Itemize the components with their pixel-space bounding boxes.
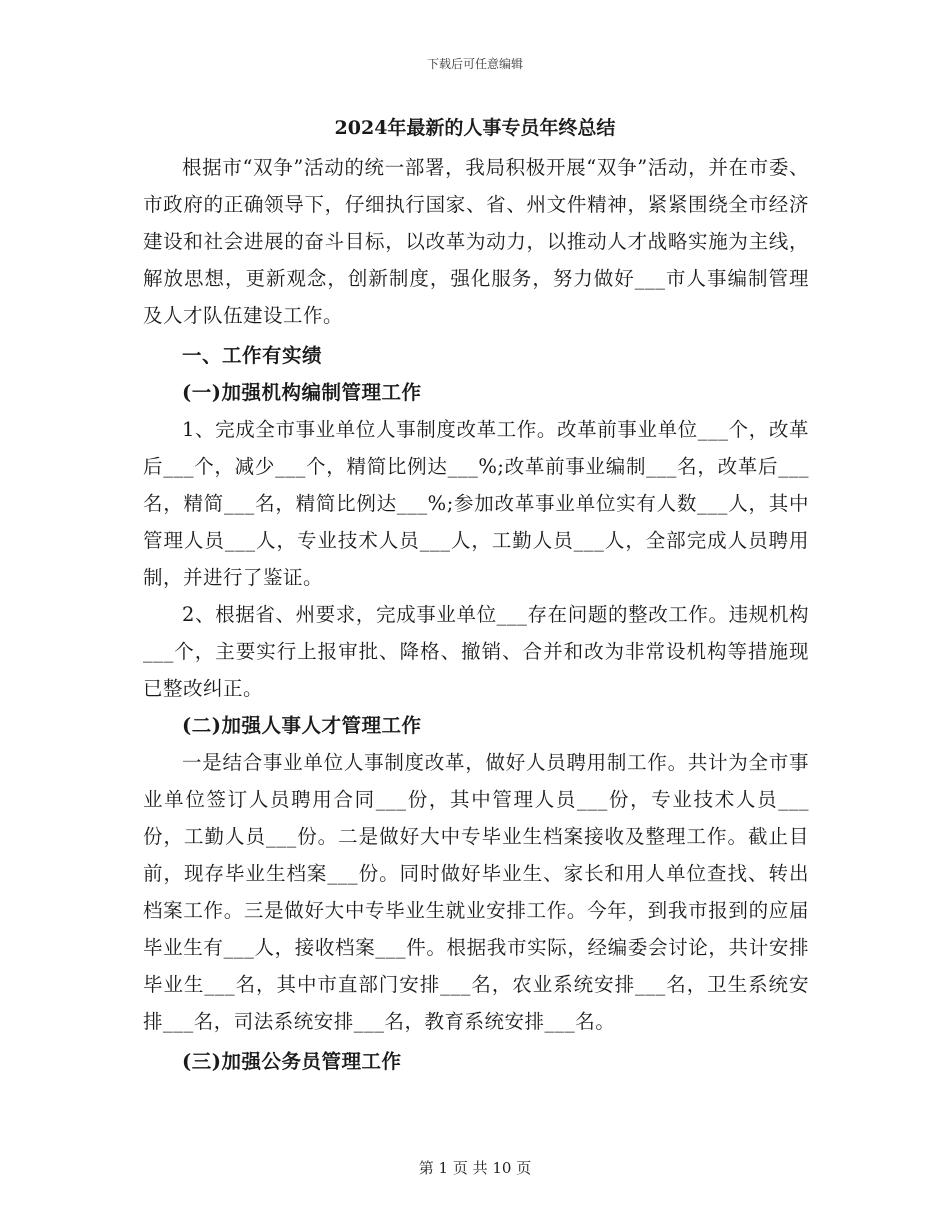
subsection-heading-2: (二)加强人事人才管理工作 (182, 714, 422, 737)
document-title: 2024年最新的人事专员年终总结 (334, 117, 616, 139)
document-body (143, 149, 809, 1080)
paragraph-item-1: 1、完成全市事业单位人事制度改革工作。改革前事业单位___个，改革后___个，减少___个，精简比例达___%;改革前事业编制___名，改革后___名，精简___名，精简比例达___%;参加改革事业单位实有人数___人，其中管理人员___人，专业技术人员___人，工勤人员___人，全部完成人员聘用制，并进行了鉴证。 (143, 418, 809, 589)
subsection-heading-1: (一)加强机构编制管理工作 (182, 381, 422, 404)
section-heading-1: 一、工作有实绩 (182, 344, 323, 367)
paragraph-intro: 根据市“双争”活动的统一部署，我局积极开展“双争”活动，并在市委、市政府的正确领导下，仔细执行国家、省、州文件精神，紧紧围绕全市经济建设和社会进展的奋斗目标，以改革为动力，以推动人才战略实施为主线，解放思想，更新观念，创新制度，强化服务，努力做好___市人事编制管理及人才队伍建设工作。 (143, 156, 809, 327)
paragraph-talent: 一是结合事业单位人事制度改革，做好人员聘用制工作。共计为全市事业单位签订人员聘用合同___份，其中管理人员___份，专业技术人员___份，工勤人员___份。二是做好大中专毕业生档案接收及整理工作。截止目前，现存毕业生档案___份。同时做好毕业生、家长和用人单位查找、转出档案工作。三是做好大中专毕业生就业安排工作。今年，到我市报到的应届毕业生有___人，接收档案___件。根据我市实际，经编委会讨论，共计安排毕业生___名，其中市直部门安排___名，农业系统安排___名，卫生系统安排___名，司法系统安排___名，教育系统安排___名。 (143, 751, 809, 1033)
paragraph-item-2: 2、根据省、州要求，完成事业单位___存在问题的整改工作。违规机构___个，主要实行上报审批、降格、撤销、合并和改为非常设机构等措施现已整改纠正。 (143, 603, 809, 700)
subsection-heading-3: (三)加强公务员管理工作 (182, 1050, 402, 1073)
page-number: 第 1 页 共 10 页 (418, 1159, 532, 1177)
header-note: 下载后可任意编辑 (426, 57, 523, 71)
